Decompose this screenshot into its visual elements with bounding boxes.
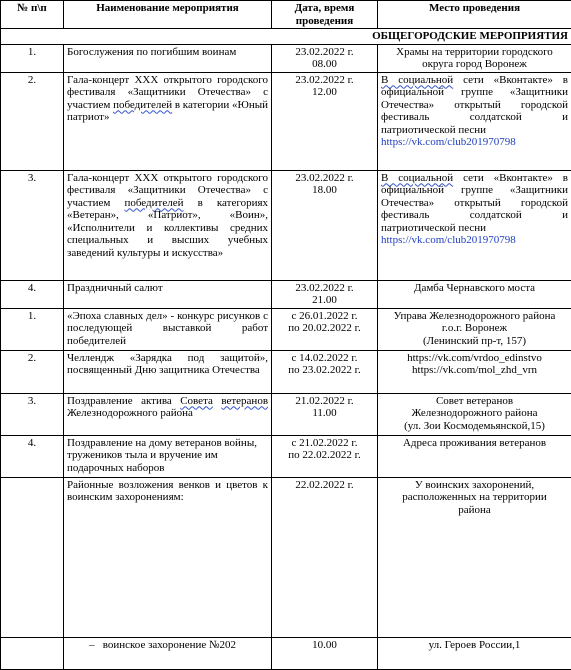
vk-link[interactable]: https://vk.com/club201970798 — [381, 136, 516, 148]
row-number: 2. — [1, 350, 64, 393]
section-title: ОБЩЕГОРОДСКИЕ МЕРОПРИЯТИЯ — [1, 29, 571, 45]
table-row — [1, 350, 571, 393]
date-line: с 14.02.2022 г. — [291, 351, 358, 364]
event-place: Дамба Чернавского моста — [378, 280, 571, 308]
event-place — [378, 308, 571, 350]
place-text: сети «Вконтакте» в официальной группе «Защитники Отечества» открытый городской фестиваль солдатской и патриотической песни — [381, 171, 568, 234]
name-text: в категориях «Ветеран», «Патриот», «Воин», «Исполнители и коллективы средних специальных и высших учебных заведений культуры и искусства» — [67, 196, 269, 259]
event-name — [64, 72, 272, 170]
row-number — [1, 477, 64, 637]
date-line: 23.02.2022 г. — [295, 171, 354, 184]
spellcheck-word: В социальной — [381, 73, 454, 86]
date-line: по 20.02.2022 г. — [288, 322, 361, 334]
table-row — [1, 170, 571, 280]
table-row — [1, 477, 571, 637]
place-line: У воинских захоронений, — [414, 478, 535, 491]
date-line: 23.02.2022 г. — [295, 73, 354, 86]
place-line: округа город Воронеж — [422, 58, 527, 70]
event-name: «Эпоха славных дел» - конкурс рисунков с последующей выставкой работ победителей — [64, 308, 272, 350]
spellcheck-word: В социальной — [381, 171, 454, 184]
row-number: 3. — [1, 170, 64, 280]
spellcheck-word: ветеранов — [221, 394, 269, 407]
place-text: сети «Вконтакте» в официальной группе «Защитники Отечества» открытый городской фестиваль солдатской и патриотической песни — [381, 73, 568, 136]
place-line: (ул. Зои Космодемьянской,15) — [404, 419, 545, 432]
row-number: 1. — [1, 44, 64, 72]
vk-link[interactable]: https://vk.com/club201970798 — [381, 234, 516, 246]
event-name: Праздничный салют — [64, 280, 272, 308]
time-line: 08.00 — [312, 58, 337, 70]
event-date — [272, 72, 378, 170]
name-text: Гала-концерт XXX открытого городского фестиваля «Защитники Отечества» с участием — [67, 73, 268, 111]
event-place — [378, 477, 571, 637]
table-row — [1, 393, 571, 435]
time-line: 11.00 — [312, 407, 337, 419]
time-line: 21.00 — [312, 294, 337, 306]
header-event-name: Наименование мероприятия — [64, 1, 272, 29]
event-name: Богослужения по погибшим воинам — [64, 44, 272, 72]
row-number — [1, 637, 64, 670]
row-number: 3. — [1, 393, 64, 435]
date-line: по 23.02.2022 г. — [288, 364, 361, 376]
row-number: 4. — [1, 280, 64, 308]
date-line: с 21.02.2022 г. — [291, 436, 358, 449]
header-number: № п\п — [1, 1, 64, 29]
table-row — [1, 308, 571, 350]
date-line: 23.02.2022 г. — [295, 281, 354, 294]
date-line: 21.02.2022 г. — [295, 394, 354, 407]
place-line: Железнодорожного района — [411, 407, 538, 419]
row-number: 1. — [1, 308, 64, 350]
name-text: в категории «Юный патриот» — [67, 98, 268, 123]
name-text: Железнодорожного района — [67, 407, 193, 419]
event-place: ул. Героев России,1 — [378, 637, 571, 670]
event-place — [378, 350, 571, 393]
place-line: района — [458, 503, 491, 516]
date-line: 23.02.2022 г. — [295, 45, 354, 58]
event-place: Адреса проживания ветеранов — [378, 435, 571, 477]
place-line: расположенных на территории — [402, 491, 547, 503]
list-dash: – — [89, 638, 95, 651]
spellcheck-word: победителей — [113, 98, 173, 111]
event-name — [64, 170, 272, 280]
time-line: 12.00 — [312, 86, 337, 98]
table-row — [1, 637, 571, 670]
event-name: Челлендж «Зарядка под защитой», посвященный Дню защитника Отечества — [64, 350, 272, 393]
event-place — [378, 72, 571, 170]
table-row — [1, 435, 571, 477]
event-date — [272, 350, 378, 393]
header-place: Место проведения — [378, 1, 571, 29]
event-date — [272, 280, 378, 308]
place-link[interactable]: https://vk.com/mol_zhd_vrn — [412, 364, 537, 376]
event-name — [64, 393, 272, 435]
name-text: Гала-концерт XXX открытого городского фестиваля «Защитники Отечества» с участием — [67, 171, 268, 209]
place-line: Храмы на территории городского — [396, 45, 553, 58]
event-date — [272, 435, 378, 477]
header-row — [1, 1, 571, 29]
event-date — [272, 44, 378, 72]
header-date: Дата, время проведения — [272, 1, 378, 29]
section-row — [1, 29, 571, 45]
event-name — [64, 637, 272, 670]
event-name: Районные возложения венков и цветов к воинским захоронениям: — [64, 477, 272, 637]
event-date: 22.02.2022 г. — [272, 477, 378, 637]
place-line: Совет ветеранов — [435, 394, 514, 407]
name-text: воинское захоронение №202 — [102, 638, 237, 651]
time-line: 18.00 — [312, 184, 337, 196]
spellcheck-word: Совета — [180, 394, 213, 407]
event-name: Поздравление на дому ветеранов войны, тружеников тыла и вручение им подарочных наборов — [64, 435, 272, 477]
spellcheck-word: победителей — [124, 196, 184, 209]
place-line: Управа Железнодорожного района — [393, 309, 556, 322]
event-date — [272, 393, 378, 435]
row-number: 2. — [1, 72, 64, 170]
event-date — [272, 170, 378, 280]
event-place — [378, 170, 571, 280]
event-place — [378, 393, 571, 435]
date-line: с 26.01.2022 г. — [291, 309, 358, 322]
event-date: 10.00 — [272, 637, 378, 670]
place-line: (Ленинский пр-т, 157) — [422, 334, 527, 347]
table-row — [1, 72, 571, 170]
date-line: по 22.02.2022 г. — [288, 449, 361, 461]
row-number: 4. — [1, 435, 64, 477]
table-row — [1, 44, 571, 72]
name-text: Поздравление актива — [67, 394, 181, 407]
place-line: г.о.г. Воронеж — [441, 322, 508, 334]
place-link[interactable]: https://vk.com/vrdoo_edinstvo — [407, 351, 542, 364]
event-date — [272, 308, 378, 350]
table-row — [1, 280, 571, 308]
event-place — [378, 44, 571, 72]
